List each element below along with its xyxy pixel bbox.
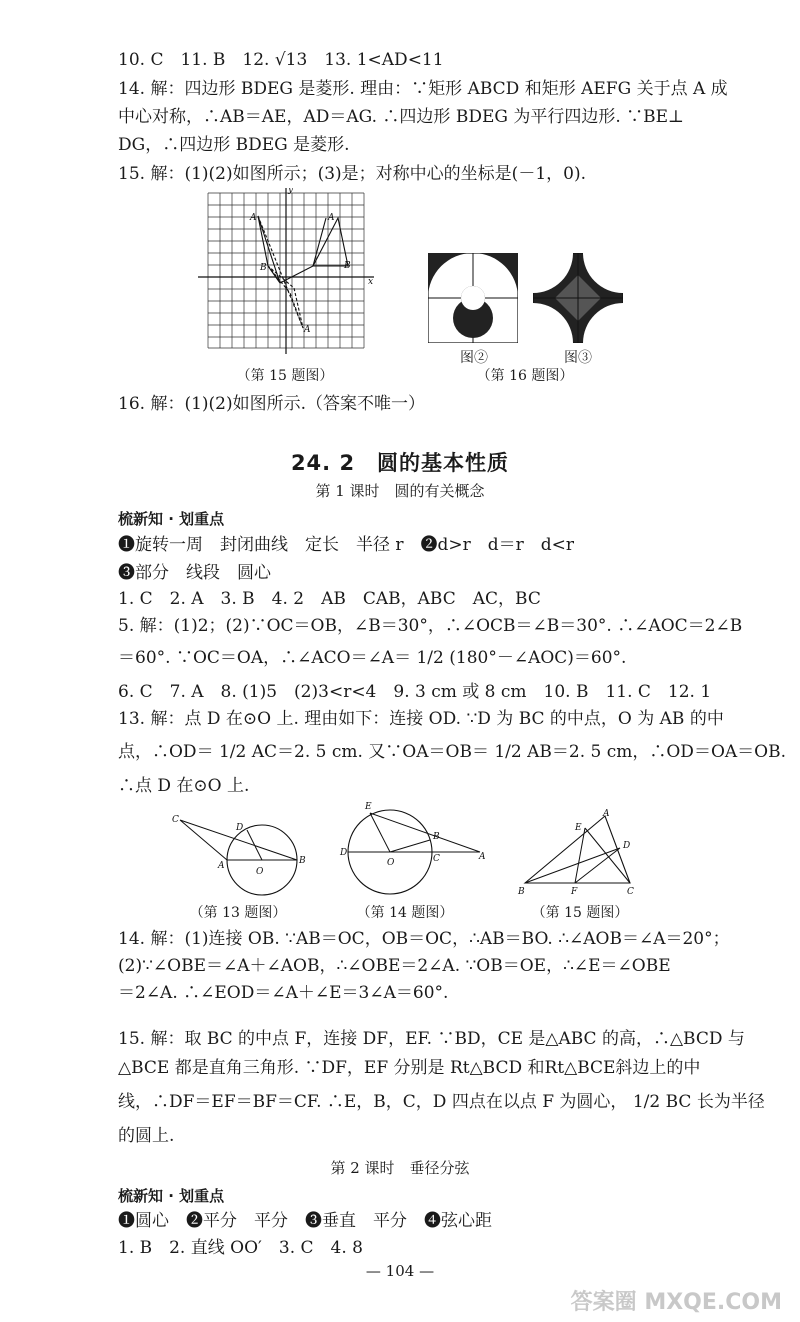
svg-text:E: E: [575, 823, 582, 833]
figure-14-circle: [335, 795, 485, 900]
lesson-1-line-1: ❶旋转一周 封闭曲线 定长 半径 r ❷d>r d＝r d<r: [118, 535, 575, 555]
lesson-2-line-1: ❶圆心 ❷平分 平分 ❸垂直 平分 ❹弦心距: [118, 1211, 492, 1231]
section-title: 24. 2 圆的基本性质: [290, 451, 510, 475]
svg-text:B: B: [260, 263, 267, 273]
lesson-2-heading: 梳新知 · 划重点: [118, 1187, 225, 1205]
figure-14-caption: （第 14 题图）: [356, 905, 454, 921]
svg-text:A: A: [250, 213, 257, 223]
figure-15-caption: （第 15 题图）: [236, 368, 334, 384]
lesson-1-line-13: 15. 解：取 BC 的中点 F，连接 DF，EF. ∵BD，CE 是△ABC 的高，∴△BCD 与: [118, 1029, 745, 1049]
answer-line-14c: DG，∴四边形 BDEG 是菱形.: [118, 135, 350, 155]
figure-16-tile-3: [533, 253, 623, 343]
figure-16-label-3: 图③: [564, 350, 592, 366]
lesson-1-line-10: 14. 解：(1)连接 OB. ∵AB＝OC，OB＝OC，∴AB＝BO. ∴∠AOB＝∠A＝20°；: [118, 929, 730, 949]
lesson-1-line-4: 5. 解：(1)2；(2)∵OC＝OB，∠B＝30°，∴∠OCB＝∠B＝30°. ∴∠AOC＝2∠B: [118, 616, 743, 636]
figure-16-tile-2: [428, 253, 518, 343]
svg-text:A: A: [304, 325, 311, 335]
answer-line-10-13: 10. C 11. B 12. √13 13. 1<AD<11: [118, 50, 444, 70]
lesson-1-line-11: (2)∵∠OBE＝∠A＋∠AOB，∴∠OBE＝2∠A. ∵OB＝OE，∴∠E＝∠OBE: [118, 956, 671, 976]
lesson-1-line-16: 的圆上.: [118, 1126, 175, 1146]
watermark: 答案圈 MXQE.COM: [570, 1290, 782, 1315]
svg-text:A: A: [218, 861, 225, 871]
svg-text:O: O: [387, 858, 395, 868]
svg-text:B: B: [433, 832, 440, 842]
svg-text:A: A: [479, 852, 485, 862]
lesson-1-line-12: ＝2∠A. ∴∠EOD＝∠A＋∠E＝3∠A＝60°.: [118, 983, 449, 1003]
svg-text:y: y: [288, 188, 294, 195]
figure-13-caption: （第 13 题图）: [189, 905, 287, 921]
svg-text:C: C: [627, 887, 634, 897]
svg-text:D: D: [236, 823, 244, 833]
svg-text:E: E: [365, 802, 372, 812]
svg-text:x: x: [368, 277, 374, 287]
svg-text:C: C: [172, 815, 179, 825]
svg-text:D: D: [623, 841, 631, 851]
svg-text:F: F: [571, 887, 578, 897]
lesson-1-line-3: 1. C 2. A 3. B 4. 2 AB CAB，ABC AC，BC: [118, 589, 541, 609]
lesson-1-line-15: 线，∴DF＝EF＝BF＝CF. ∴E，B，C，D 四点在以点 F 为圆心， 1/2 BC 长为半径: [118, 1092, 765, 1112]
figure-15-grid: [198, 188, 378, 358]
svg-text:C: C: [433, 854, 440, 864]
answer-line-15: 15. 解：(1)(2)如图所示；(3)是；对称中心的坐标是(－1，0).: [118, 164, 586, 184]
svg-text:B: B: [299, 856, 306, 866]
lesson-2-line-2: 1. B 2. 直线 OO′ 3. C 4. 8: [118, 1238, 363, 1258]
svg-text:A: A: [603, 809, 610, 819]
figure-13-circle: [170, 808, 320, 898]
lesson-1-line-2: ❸部分 线段 圆心: [118, 563, 271, 583]
lesson-1-title: 第 1 课时 圆的有关概念: [315, 482, 485, 500]
lesson-1-line-9: ∴点 D 在⊙O 上.: [118, 776, 250, 796]
answer-line-16: 16. 解：(1)(2)如图所示.（答案不唯一）: [118, 394, 426, 414]
figure-15-triangle: [515, 808, 645, 898]
figure-15-triangle-caption: （第 15 题图）: [531, 905, 629, 921]
lesson-1-line-14: △BCE 都是直角三角形. ∵DF，EF 分别是 Rt△BCD 和Rt△BCE斜边上的中: [118, 1058, 701, 1078]
svg-text:B: B: [344, 261, 351, 271]
svg-text:A: A: [328, 213, 335, 223]
svg-text:B: B: [518, 887, 525, 897]
lesson-1-heading: 梳新知 · 划重点: [118, 510, 225, 528]
svg-text:O: O: [256, 867, 264, 877]
figure-16-label-2: 图②: [460, 350, 488, 366]
page-number: — 104 —: [365, 1262, 435, 1280]
answer-line-14b: 中心对称，∴AB＝AE，AD＝AG. ∴四边形 BDEG 为平行四边形. ∵BE⊥: [118, 107, 685, 127]
lesson-1-line-6: 6. C 7. A 8. (1)5 (2)3<r<4 9. 3 cm 或 8 cm 10. B 11. C 12. 1: [118, 682, 712, 702]
lesson-2-title: 第 2 课时 垂径分弦: [330, 1159, 470, 1177]
figure-16-caption: （第 16 题图）: [476, 368, 574, 384]
lesson-1-line-7: 13. 解：点 D 在⊙O 上. 理由如下：连接 OD. ∵D 为 BC 的中点，O 为 AB 的中: [118, 709, 724, 729]
lesson-1-line-8: 点，∴OD＝ 1/2 AC＝2. 5 cm. 又∵OA＝OB＝ 1/2 AB＝2. 5 cm，∴OD＝OA＝OB.: [118, 742, 786, 762]
lesson-1-line-5: ＝60°. ∵OC＝OA，∴∠ACO＝∠A＝ 1/2 (180°－∠AOC)＝60°.: [118, 648, 627, 668]
svg-text:D: D: [340, 848, 348, 858]
answer-line-14a: 14. 解：四边形 BDEG 是菱形. 理由：∵矩形 ABCD 和矩形 AEFG 关于点 A 成: [118, 79, 728, 99]
